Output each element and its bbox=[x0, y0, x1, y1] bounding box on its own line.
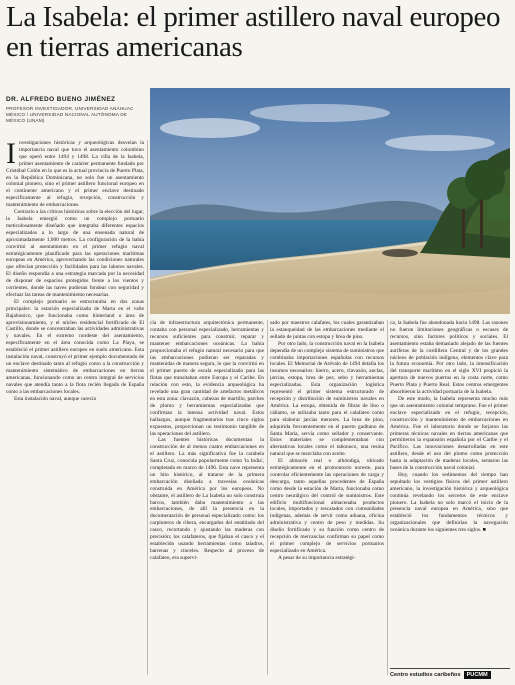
paragraph: A pesar de su importancia estratégi- bbox=[278, 554, 356, 561]
lead-paragraph bbox=[6, 140, 144, 209]
paragraph: cía de infraestructura arquitectónica permanente, contaba con personal especializado, herramientas y recursos suficientes para construir, reparar y mantener embarcaciones oceánicas. La bahía proporcionaba el refugio natural necesario para que las embarcaciones pudieran ser reparadas y mantenidas de manera segura, lo que la convirtió en el primer puerto de escala especializado para las flotas que transitaban entre Europa y el Caribe. En relación con esto, la evidencia arqueológica ha revelado una gran cantidad de artefactos metálicos en esta zona: clavazón, cabezas de martillo, parches de plomo y herramientas especializadas que confirman la intensa actividad naval. Estos hallazgos, aunque fragmentarios tras cinco siglos expuestos, proporcionan un testimonio tangible de las operaciones del astillero. bbox=[150, 320, 264, 437]
footer-label: Centro estudios caribeños bbox=[390, 672, 461, 678]
article-column-3 bbox=[270, 320, 384, 675]
paragraph: sado por maestros calafates, los cuales garantizaban la estanqueidad de las embarcaciones mediante el sellado de juntas con estopa y brea de pino. bbox=[270, 320, 384, 340]
paragraph: El almacén real o alhóndiga, ubicado estratégicamente en el promontorio noreste, para controlar eficientemente las operaciones de carga y descarga, tanto aquellas procedentes de España como desde la estación de Marta, funcionaba como centro neurálgico del control de suministros. Este edificio multifuncional almacenaba productos locales, importados y rescatados con comunidades indígenas, además de servir como aduana, oficina administrativa y centro de peso y medidas. Su diseño fortificado y su función como centro de recepción de mercancías confirman su papel como el primer complejo de servicios portuarios especializado en América. bbox=[270, 458, 384, 554]
column-divider bbox=[147, 140, 148, 675]
byline-role: PROFESOR INVESTIGADOR, UNIVERSIDAD ANÁHUAC MÉXICO / UNIVERSIDAD NACIONAL AUTÓNOMA DE MÉXICO (UNAM) bbox=[6, 106, 134, 124]
headline: La Isabela: el primer astillero naval europeo en tierras americanas bbox=[6, 1, 501, 63]
paragraph: Hoy, cuando los sedimentos del tiempo han sepultado los vestigios físicos del primer astillero americano, la investigación histórica y arqueológica continúa revelando los secretos de este enclave pionero. La Isabela no solo marcó el inicio de la presencia naval europea en América, sino que estableció los fundamentos técnicos y organizacionales que definirían la navegación oceánica durante los siguientes tres siglos. ■ bbox=[390, 471, 508, 534]
column-divider bbox=[387, 320, 388, 675]
article-photo bbox=[150, 88, 510, 314]
article-column-4 bbox=[390, 320, 508, 665]
paragraph: Por otro lado, la construcción naval en la Isabela dependía de un complejo sistema de suministros que combinaba importaciones españolas con recursos locales. El Memorial de Arévalo de 1494 detalla los insumos necesarios: hierro, acero, clavazón, anclas, jarcias, estopa, brea de pez, sebo y herramientas especializadas. Esta organización logística representó el primer sistema estructurado de recepción y distribución de suministros navales en América. La estopa, obtenida de fibras de lino o cáñamo, se utilizaba tanto para el calafateo como para elaborar jarcias menores. La brea de pino, adquirida frecuentemente en el puerto gaditano de Santa María, servía como sellador y conservante. Estos materiales se complementaban con alternativas locales como el tabonuco, una resina natural que se mezclaba con aceite. bbox=[270, 340, 384, 458]
drop-cap: I bbox=[6, 140, 16, 170]
byline-author: DR. ALFREDO BUENO JIMÉNEZ bbox=[6, 96, 116, 103]
paragraph: Contrario a las críticas históricas sobre la elección del lugar, la Isabela emergió como un complejo portuario meticulosamente diseñado que integraba diferentes espacios especializados a lo largo de una ensenada natural de aproximadamente 1,600 metros. La configuración de la bahía convirtió al asentamiento en el primer refugio naval estratégicamente planificado para las operaciones marítimas europeas en América, aprovechando las condiciones naturales que ofrecían protección y facilidades para las labores navales. El diseño respondía a una estrategia marcada por la necesidad de disponer de espacios protegidos frente a los vientos y corrientes, donde las naves pudieran fondear con seguridad y efectuar las tareas de mantenimiento necesarias. bbox=[6, 209, 144, 298]
paragraph: El complejo portuario se estructuraba en dos zonas principales: la estación especializada de Marta en el valle Bajabonico, que funcionaba como hinterland o área de aprovisionamiento, y el núcleo residencial fortificado de El Castillo, donde se concentraban las actividades administrativas y navales. En el extremo nordeste del asentamiento, específicamente en el área conocida como La Playa, se estableció el primer astillero europeo en suelo americano. Esta instalación naval, construyó el primer ejemplo documentado de un enclave destinado tanto al refugio como a la construcción y mantenimiento sistemático de embarcaciones en tierras americanas, funcionando como un centro integral de servicios navales que atendía tanto a la flota recién llegada de España como a las embarcaciones locales. bbox=[6, 298, 144, 395]
footer-badge: PUCMM bbox=[464, 671, 491, 679]
paragraph: Las fuentes históricas documentan la construcción de al menos cuatro embarcaciones en el astillero. La más significativa fue la carabela Santa Cruz, conocida popularmente como 'la India', completada en marzo de 1496. Esta nave representa un hito histórico, al tratarse de la primera embarcación diseñada a travesías oceánicas construida en América por los europeos. No obstante, el astillero de La Isabela no solo construía barcos, también daba mantenimiento a las embarcaciones, de allí la presencia en la documentación de personal especializado como: los carpinteros de ribera, encargados del entablado del casco, recortando y ajustando las maderas con precisión; los calafateros, que fijaban el casco y el establecido usando herramientas como taladros, barrenas y cinceles. Respecto al proceso de calafateo, era supervi- bbox=[150, 437, 264, 561]
article-column-1 bbox=[6, 140, 144, 675]
section-footer bbox=[390, 668, 510, 681]
paragraph: ca, la Isabela fue abandonada hacia 1498. Las razones no fueron limitaciones geográficas o escasez de recursos, sino factores políticos y sociales. El asentamiento estaba demasiado alejado de las fuentes auríferas de la cordillera Central y de los grandes núcleos de población indígena, elementos clave para la futura economía. Por otro lado, la intensificación del transporte marítimo en el siglo XVI propició la apertura de nuevos puertos en la costa norte, como Puerto Plata y Puerto Real. Estos centros emergentes absorbieron la actividad portuaria de la Isabela. bbox=[390, 320, 508, 396]
article-column-2 bbox=[150, 320, 264, 675]
byline bbox=[6, 96, 146, 125]
paragraph: Esta instalación naval, aunque carecía bbox=[14, 395, 96, 402]
beach-photo-illustration bbox=[150, 88, 510, 314]
column-divider bbox=[267, 320, 268, 675]
lead-text: nvestigaciones históricas y arqueológicas desvelan la importancia naval que tuvo el asentamiento colombino que operó entre 1494 y 1498. La villa de la Isabela, primer asentamiento de carácter permanente fundado por Cristóbal Colón en lo que es la actual provincia de Puerto Plata, en la República Dominicana, no solo fue un asentamiento colonial pionero, sino el primer astillero funcional europeo en el continente americano y el primer enclave destinado específicamente al refugio, recepción, construcción y mantenimiento de embarcaciones. bbox=[6, 140, 144, 209]
paragraph: De este modo, la Isabela representa mucho más que un asentamiento colonial temprano. Fue el primer enclave especializado en el refugio, recepción, construcción y mantenimiento de embarcaciones en América. Fue el laboratorio donde se forjaron las primeras técnicas navales en tierras americanas que permitieron la expansión española por el Caribe y el Pacífico. Las innovaciones desarrolladas en este astillero, desde el uso del plomo como protección hasta la adaptación de maderas locales, sentaron las bases de la construcción naval colonial. bbox=[390, 395, 508, 472]
